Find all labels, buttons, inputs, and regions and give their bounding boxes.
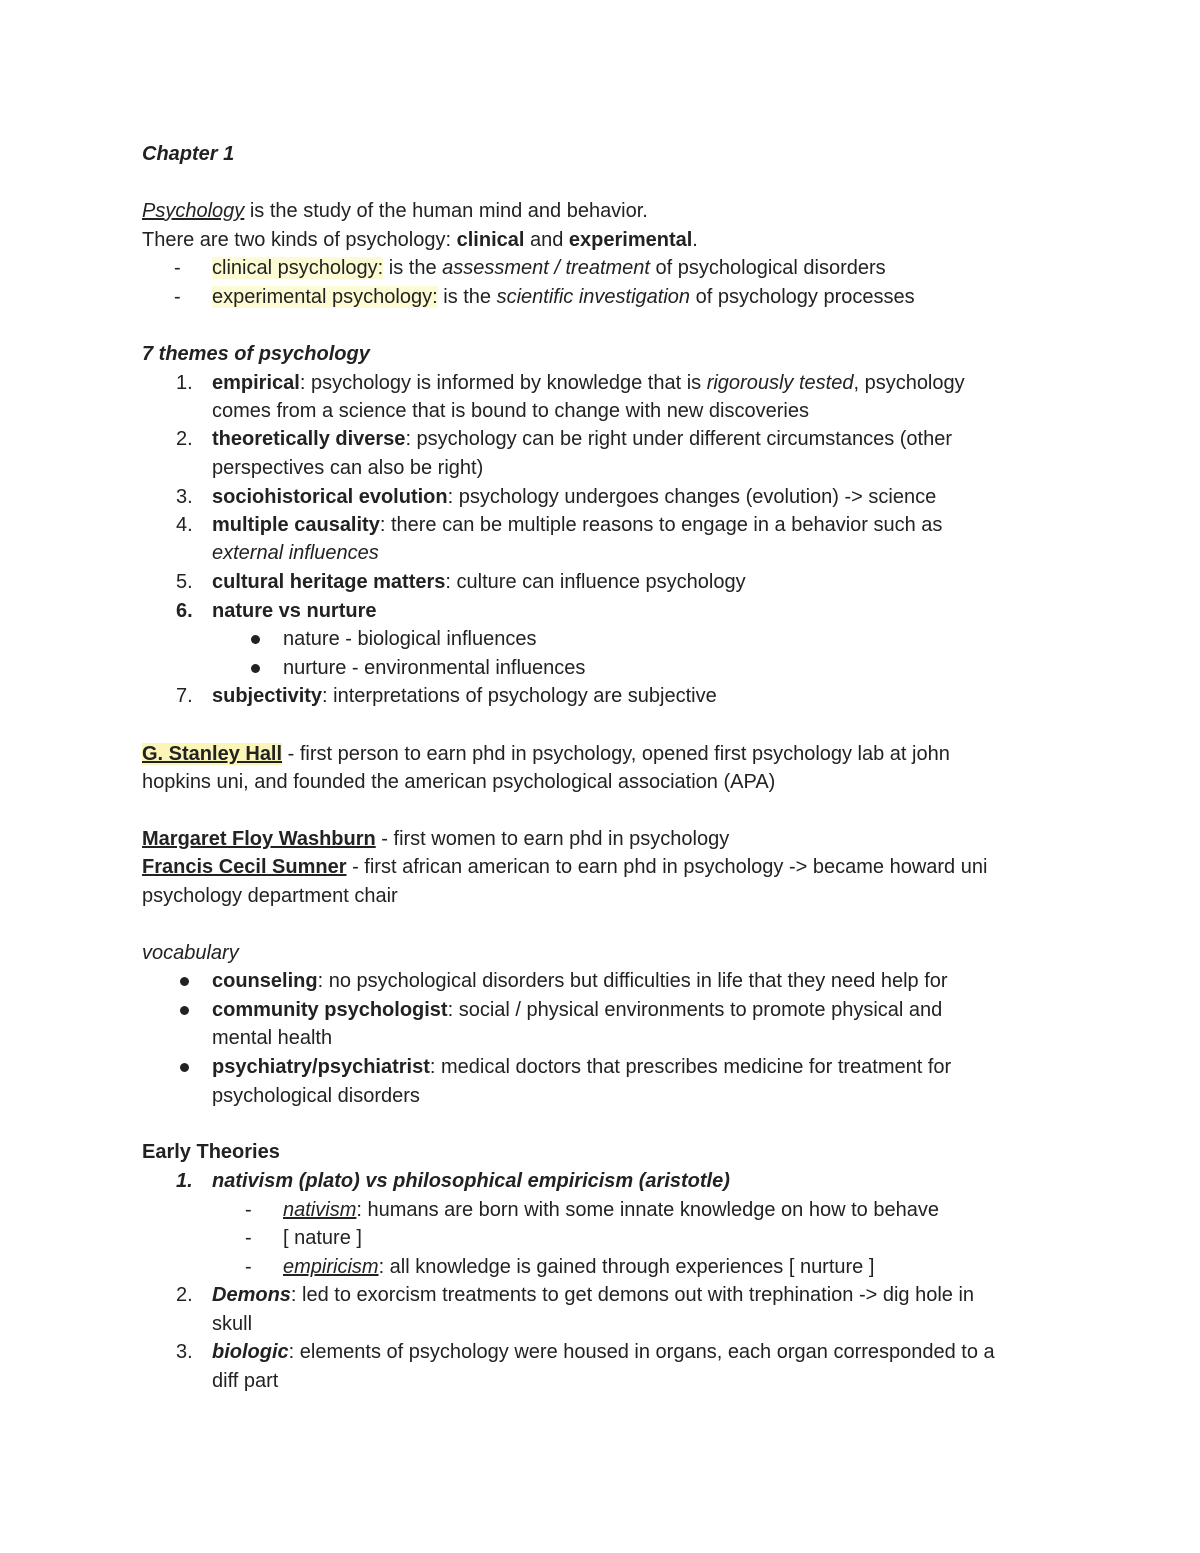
- person-name: Margaret Floy Washburn: [142, 828, 376, 850]
- experimental-keyword: experimental: [568, 229, 693, 251]
- dash-bullet: -: [174, 257, 181, 279]
- dash-bullet: -: [174, 286, 181, 308]
- theory-text: : all knowledge is gained through experiences [ nurture ]: [378, 1256, 875, 1278]
- experimental-psychology-item: [212, 283, 915, 312]
- sumner-continuation: psychology department chair: [142, 885, 398, 907]
- theme-item: [212, 425, 952, 454]
- list-number: 4.: [176, 514, 193, 536]
- theme-text: : psychology can be right under different circumstances (other: [405, 428, 953, 450]
- hall-continuation: hopkins uni, and founded the american psychological association (APA): [142, 771, 776, 793]
- theory-text: : led to exorcism treatments to get demons out with trephination -> dig hole in: [290, 1284, 975, 1306]
- sub-bullet-item: nature - biological influences: [283, 628, 537, 650]
- theme-item: nature vs nurture: [212, 600, 377, 622]
- theme-item: [212, 511, 942, 540]
- clinical-psychology-item: [212, 254, 886, 283]
- list-number: 1.: [176, 1170, 193, 1192]
- vocab-text: : social / physical environments to promote physical and: [447, 999, 943, 1021]
- theory-term: Demons: [212, 1284, 291, 1306]
- sub-dash-item: [283, 1196, 939, 1225]
- person-text: - first african american to earn phd in psychology -> became howard uni: [346, 856, 988, 878]
- person-text: - first person to earn phd in psychology, opened first psychology lab at john: [282, 743, 950, 765]
- vocab-text: : no psychological disorders but difficulties in life that they need help for: [317, 970, 948, 992]
- theme-text: : there can be multiple reasons to engage in a behavior such as: [379, 514, 943, 536]
- theme-emphasis: rigorously tested: [706, 372, 854, 394]
- washburn-entry: [142, 825, 729, 854]
- experimental-text-end: of psychology processes: [690, 286, 915, 308]
- intro-kinds-and: and: [524, 229, 569, 251]
- theme-term: empirical: [212, 372, 300, 394]
- psychology-term: Psychology: [142, 200, 245, 222]
- bullet-icon: [180, 1006, 189, 1015]
- experimental-text: is the: [437, 286, 497, 308]
- vocab-item: [212, 967, 948, 996]
- theory-item: [212, 1338, 995, 1367]
- clinical-text-end: of psychological disorders: [650, 257, 886, 279]
- theory-text: : elements of psychology were housed in organs, each organ corresponded to a: [288, 1341, 995, 1363]
- sub-dash-item: [ nature ]: [283, 1227, 362, 1249]
- themes-title: 7 themes of psychology: [142, 343, 370, 365]
- theory-continuation: diff part: [212, 1370, 279, 1392]
- list-number: 1.: [176, 372, 193, 394]
- dash-bullet: -: [245, 1199, 252, 1221]
- clinical-keyword: clinical: [456, 229, 525, 251]
- intro-kinds-text: There are two kinds of psychology:: [142, 229, 457, 251]
- list-number: 2.: [176, 428, 193, 450]
- vocab-item: [212, 996, 942, 1025]
- theme-continuation: perspectives can also be right): [212, 457, 484, 479]
- person-name: Francis Cecil Sumner: [142, 856, 347, 878]
- theme-term: multiple causality: [212, 514, 380, 536]
- intro-kinds-period: .: [692, 229, 698, 251]
- vocab-continuation: psychological disorders: [212, 1085, 420, 1107]
- clinical-text: is the: [383, 257, 443, 279]
- early-theories-title: Early Theories: [142, 1141, 280, 1163]
- intro-kinds: [142, 226, 698, 255]
- vocab-item: [212, 1053, 951, 1082]
- dash-bullet: -: [245, 1256, 252, 1278]
- experimental-emphasis: scientific investigation: [496, 286, 691, 308]
- experimental-psychology-term: experimental psychology:: [212, 286, 438, 308]
- vocab-text: : medical doctors that prescribes medicine for treatment for: [429, 1056, 952, 1078]
- page-title: Chapter 1: [142, 143, 235, 165]
- list-number: 7.: [176, 685, 193, 707]
- dash-bullet: -: [245, 1227, 252, 1249]
- theme-term: sociohistorical evolution: [212, 486, 448, 508]
- bullet-icon: [180, 977, 189, 986]
- bullet-icon: [251, 635, 260, 644]
- vocab-term: community psychologist: [212, 999, 448, 1021]
- theory-text: : humans are born with some innate knowledge on how to behave: [356, 1199, 939, 1221]
- bullet-icon: [251, 664, 260, 673]
- theme-text: : culture can influence psychology: [445, 571, 746, 593]
- hall-entry: [142, 740, 950, 769]
- person-name: G. Stanley Hall: [142, 743, 283, 765]
- theory-item: [212, 1281, 974, 1310]
- vocabulary-title: vocabulary: [142, 942, 239, 964]
- theme-text: : psychology is informed by knowledge that is: [299, 372, 707, 394]
- theory-term: empiricism: [283, 1256, 379, 1278]
- theory-term: nativism: [283, 1199, 357, 1221]
- theme-continuation: comes from a science that is bound to change with new discoveries: [212, 400, 809, 422]
- clinical-emphasis: assessment / treatment: [442, 257, 650, 279]
- theme-text: : interpretations of psychology are subjective: [322, 685, 717, 707]
- theme-item: [212, 568, 746, 597]
- theme-item: [212, 483, 936, 512]
- list-number: 5.: [176, 571, 193, 593]
- intro-definition: [142, 197, 648, 226]
- sub-dash-item: [283, 1253, 874, 1282]
- theme-term: subjectivity: [212, 685, 323, 707]
- theme-item: [212, 682, 717, 711]
- sumner-entry: [142, 853, 987, 882]
- theory-term: biologic: [212, 1341, 289, 1363]
- vocab-term: counseling: [212, 970, 318, 992]
- theme-term: cultural heritage matters: [212, 571, 446, 593]
- theme-item: [212, 369, 965, 398]
- theme-text: : psychology undergoes changes (evolution) -> science: [447, 486, 937, 508]
- bullet-icon: [180, 1063, 189, 1072]
- theme-continuation: external influences: [212, 542, 379, 564]
- intro-definition-text: is the study of the human mind and behavior.: [244, 200, 648, 222]
- list-number: 3.: [176, 486, 193, 508]
- person-text: - first women to earn phd in psychology: [375, 828, 730, 850]
- sub-bullet-item: nurture - environmental influences: [283, 657, 586, 679]
- theory-item: nativism (plato) vs philosophical empiricism (aristotle): [212, 1170, 730, 1192]
- vocab-term: psychiatry/psychiatrist: [212, 1056, 430, 1078]
- theory-continuation: skull: [212, 1313, 253, 1335]
- theme-term: theoretically diverse: [212, 428, 406, 450]
- clinical-psychology-term: clinical psychology:: [212, 257, 384, 279]
- vocab-continuation: mental health: [212, 1027, 333, 1049]
- list-number: 6.: [176, 600, 193, 622]
- list-number: 2.: [176, 1284, 193, 1306]
- theme-text-end: , psychology: [853, 372, 965, 394]
- list-number: 3.: [176, 1341, 193, 1363]
